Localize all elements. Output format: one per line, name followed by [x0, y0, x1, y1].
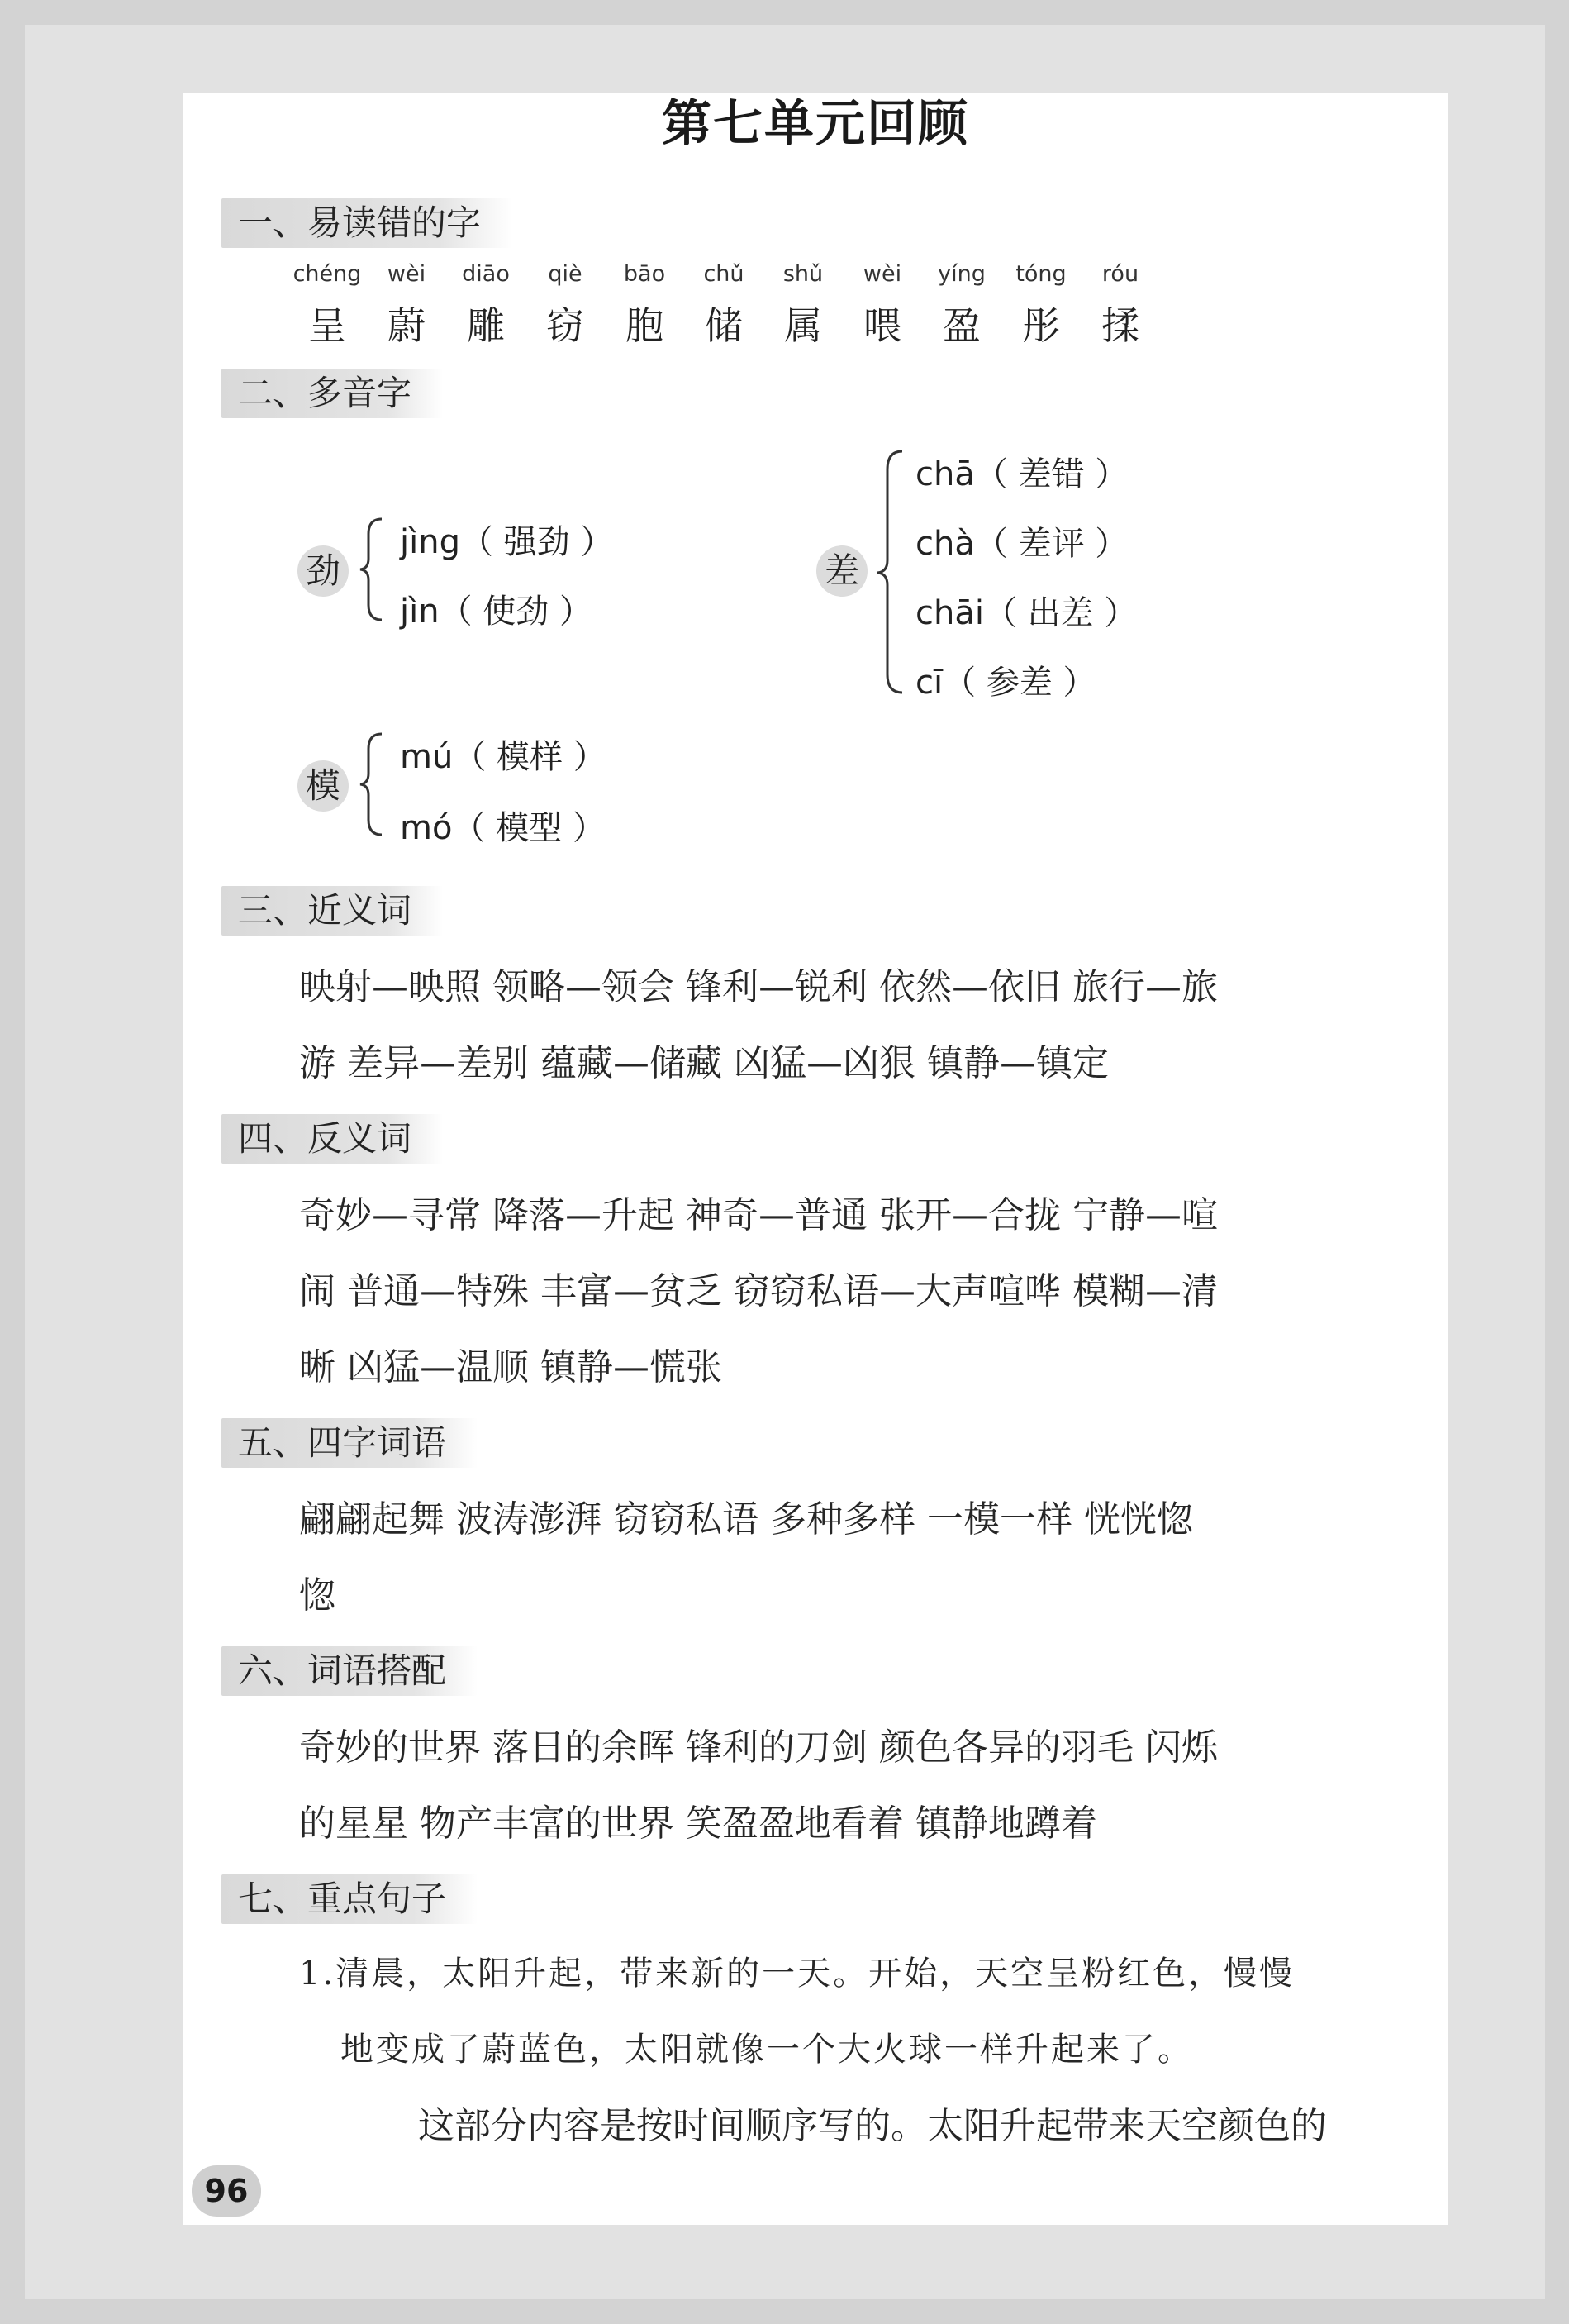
char-cell: tóng 彤	[1015, 261, 1067, 348]
brace-icon	[357, 731, 387, 838]
polyphone-char-mo: 模	[297, 760, 349, 812]
polyphone-reading: mó（ 模型 ）	[400, 809, 606, 847]
section-heading-polyphones: 二、多音字	[221, 369, 443, 418]
key-sentence-line: 地变成了蔚蓝色，太阳就像一个大火球一样升起来了。	[340, 2031, 1193, 2069]
synonyms-line: 映射—映照 领略—领会 锋利—锐利 依然—依旧 旅行—旅	[299, 966, 1218, 1008]
key-sentence-line: 1.清晨，太阳升起，带来新的一天。开始，天空呈粉红色，慢慢	[299, 1955, 1296, 1993]
antonyms-line: 晰 凶猛—温顺 镇静—慌张	[299, 1346, 722, 1388]
char-cell: diāo 雕	[462, 261, 510, 348]
section-heading-key-sentences: 七、重点句子	[221, 1874, 478, 1924]
char-cell: qiè 窃	[546, 261, 584, 348]
section-heading-misread-chars: 一、易读错的字	[221, 198, 512, 248]
polyphone-reading: cī（ 参差 ）	[915, 664, 1096, 702]
idioms-line: 惚	[299, 1574, 335, 1617]
page-title: 第七单元回顾	[662, 95, 969, 153]
char-cell: wèi 蔚	[387, 261, 426, 348]
char-cell: yíng 盈	[938, 261, 986, 348]
collocations-line: 奇妙的世界 落日的余晖 锋利的刀剑 颜色各异的羽毛 闪烁	[299, 1726, 1218, 1769]
polyphone-char-cha: 差	[816, 545, 868, 597]
char-cell: wèi 喂	[863, 261, 902, 348]
idioms-line: 翩翩起舞 波涛澎湃 窃窃私语 多种多样 一模一样 恍恍惚	[299, 1498, 1193, 1541]
char-cell: chǔ 储	[703, 261, 744, 348]
misread-chars-row	[288, 261, 1160, 350]
section-heading-collocations: 六、词语搭配	[221, 1646, 478, 1696]
polyphone-reading: chà（ 差评 ）	[915, 525, 1129, 563]
section-heading-antonyms: 四、反义词	[221, 1114, 443, 1164]
page-number: 96	[192, 2165, 261, 2217]
char-cell: chéng 呈	[292, 261, 362, 348]
section-heading-synonyms: 三、近义词	[221, 886, 443, 936]
collocations-line: 的星星 物产丰富的世界 笑盈盈地看着 镇静地蹲着	[299, 1803, 1097, 1845]
char-cell: róu 揉	[1101, 261, 1139, 348]
polyphone-reading: mú（ 模样 ）	[400, 738, 606, 776]
analysis-line: 这部分内容是按时间顺序写的。太阳升起带来天空颜色的	[418, 2105, 1327, 2147]
polyphone-reading: jìn（ 使劲 ）	[400, 593, 593, 631]
antonyms-line: 奇妙—寻常 降落—升起 神奇—普通 张开—合拢 宁静—喧	[299, 1194, 1218, 1236]
antonyms-line: 闹 普通—特殊 丰富—贫乏 窃窃私语—大声喧哗 模糊—清	[299, 1270, 1218, 1312]
synonyms-line: 游 差异—差别 蕴藏—储藏 凶猛—凶狠 镇静—镇定	[299, 1042, 1109, 1084]
brace-icon	[357, 516, 387, 623]
polyphone-reading: jìng（ 强劲 ）	[400, 523, 614, 561]
workbook-page	[183, 93, 1448, 2225]
polyphone-char-jin: 劲	[297, 545, 349, 597]
brace-icon	[874, 448, 907, 696]
polyphone-reading: chāi（ 出差 ）	[915, 594, 1138, 632]
char-cell: bāo 胞	[623, 261, 666, 348]
polyphone-reading: chā（ 差错 ）	[915, 455, 1129, 493]
char-cell: shǔ 属	[782, 261, 824, 348]
section-heading-idioms: 五、四字词语	[221, 1418, 478, 1468]
